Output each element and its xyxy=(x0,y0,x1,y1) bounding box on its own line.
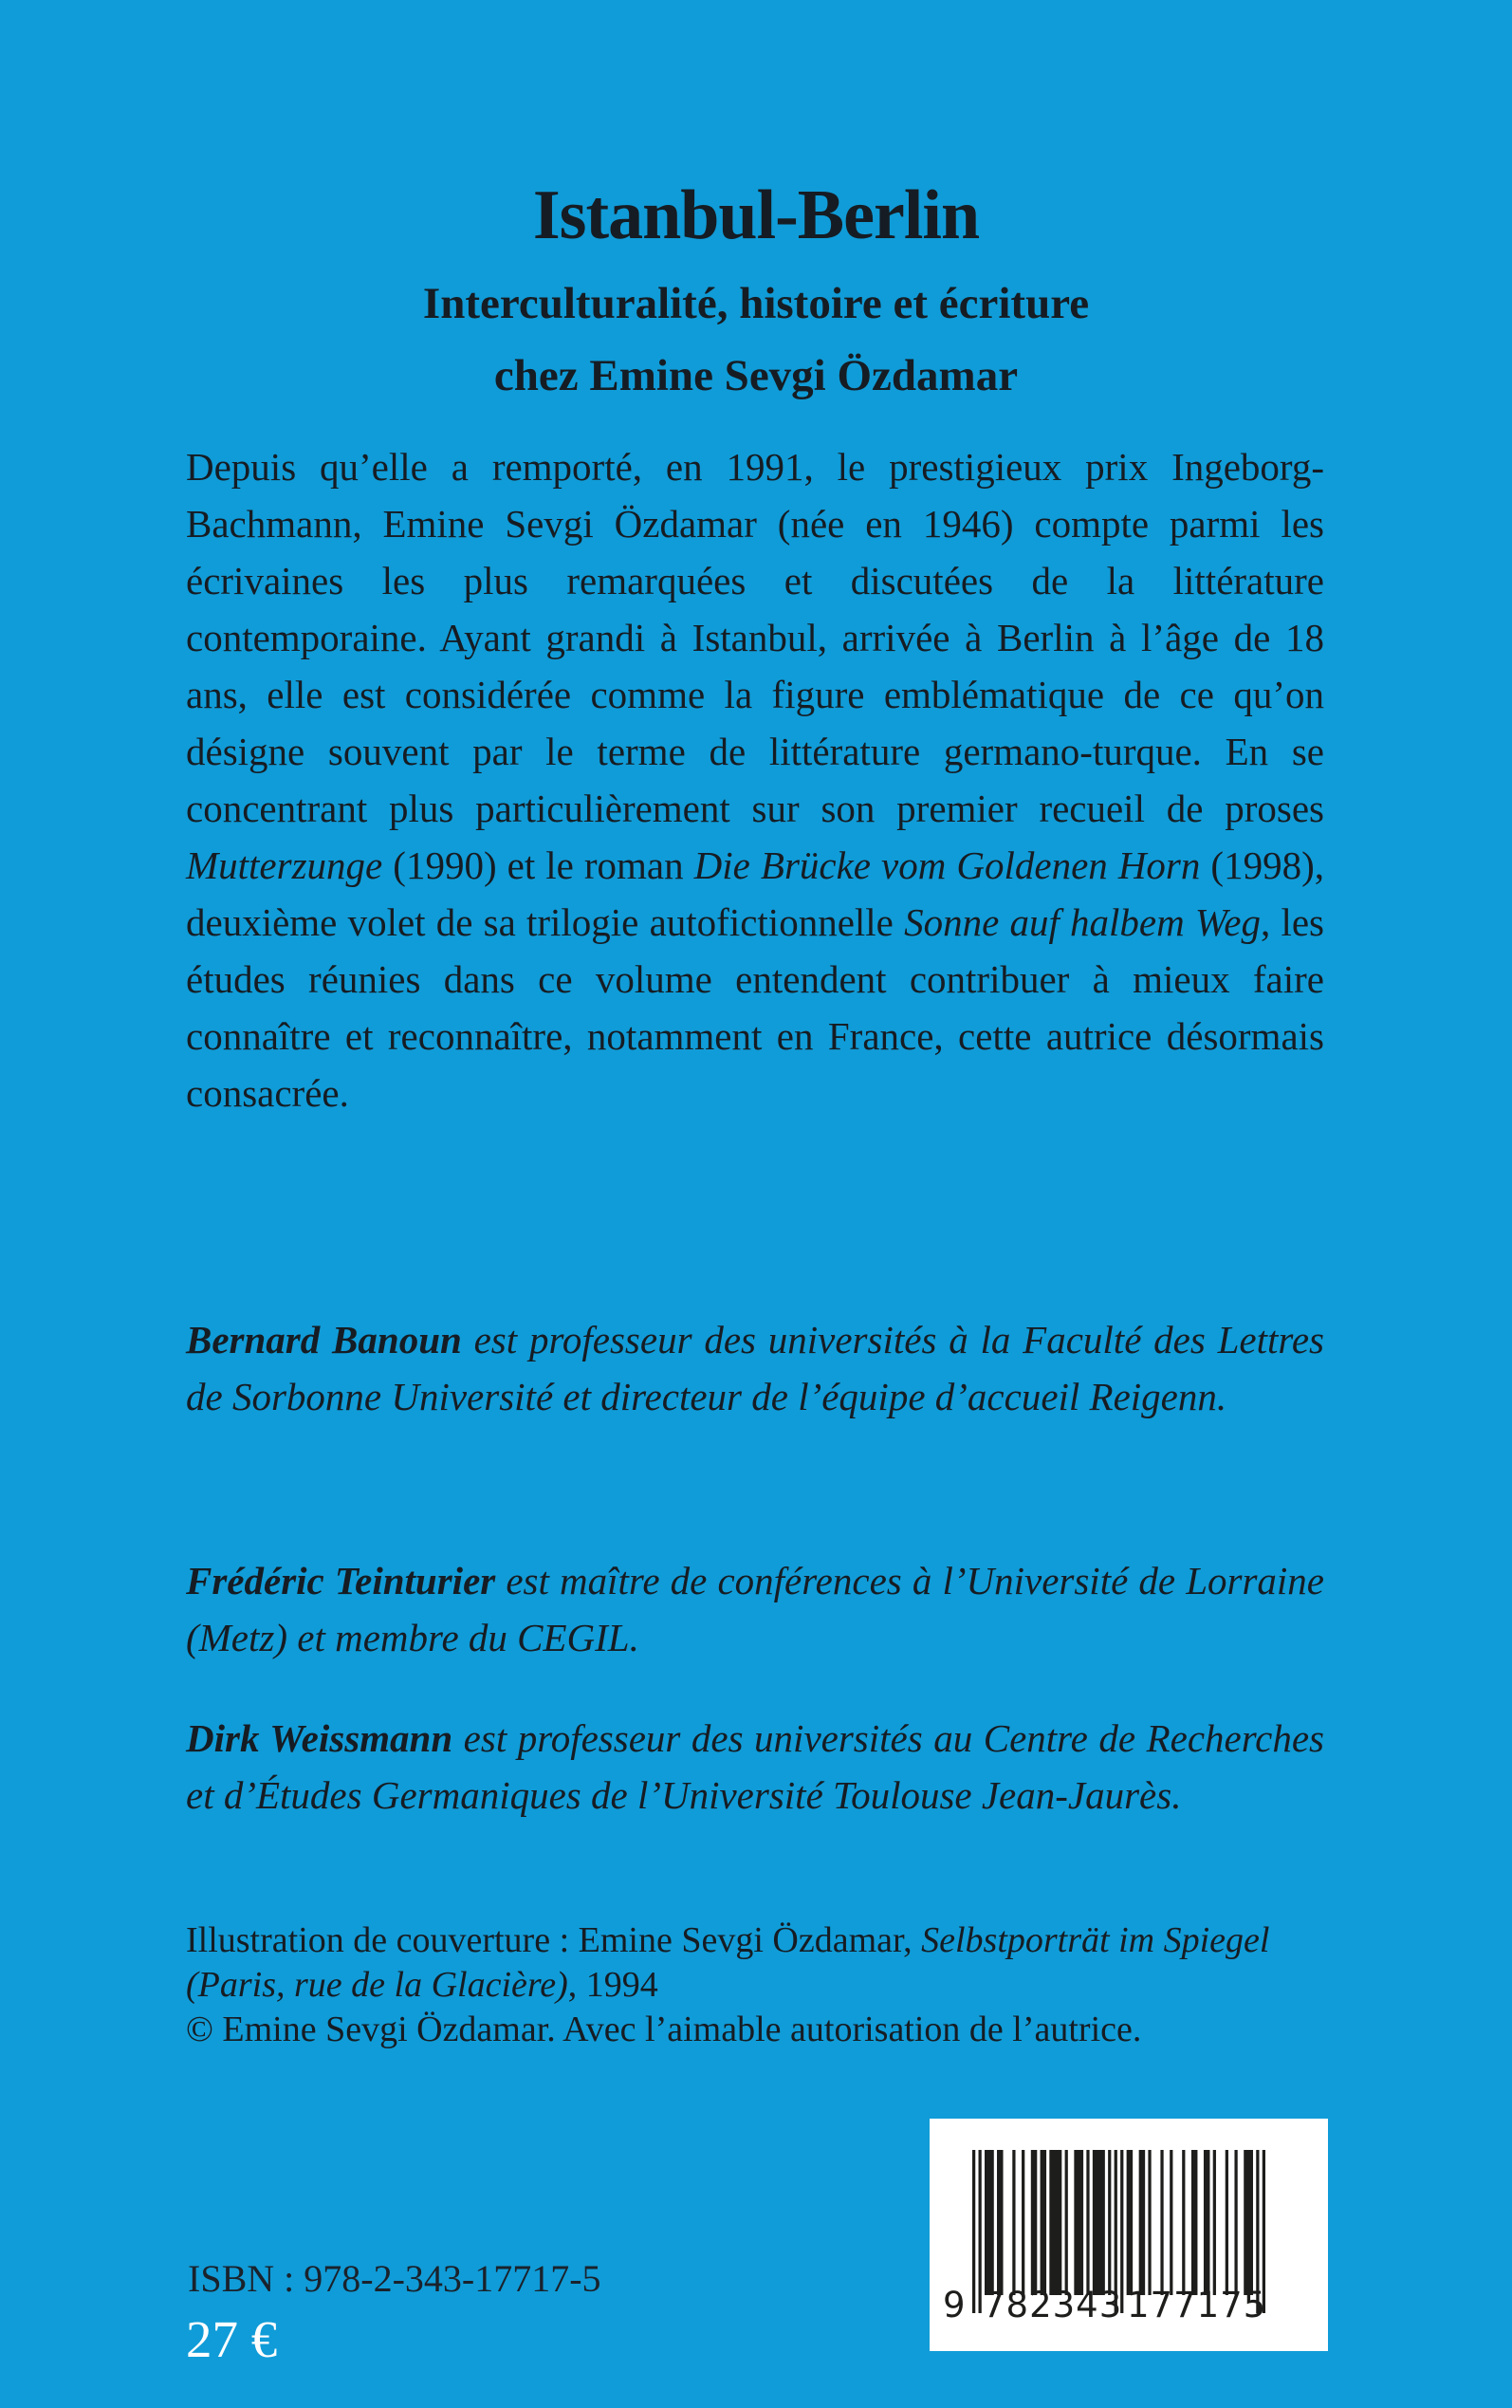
bio-text: est maître de conférences à l’Université de Lorraine (Metz) et membre du CEGIL. xyxy=(186,1559,1325,1659)
book-title-mutterzunge: Mutterzunge xyxy=(186,843,383,887)
author-name: Dirk Weissmann xyxy=(186,1716,453,1760)
author-bio-teinturier xyxy=(186,1552,1324,1666)
blurb-text: Depuis qu’elle a remporté, en 1991, le prestigieux prix Ingeborg-Bachmann, Emine Sevgi Özdamar (née en 1946) compte parmi les écrivaines les plus remarquées et discutées de la littérature contemporaine. Ayant grandi à Istanbul, arrivée à Berlin à l’âge de 18 ans, elle est considérée comme la figure emblématique de ce qu’on désigne souvent par le terme de littérature germano-turque. En se concentrant plus particulièrement sur son premier recueil de proses xyxy=(186,445,1324,830)
book-title: Istanbul-Berlin xyxy=(532,176,980,254)
book-title-sonne: Sonne auf halbem Weg xyxy=(904,900,1262,944)
subtitle-line-2: chez Emine Sevgi Özdamar xyxy=(493,351,1019,400)
book-subtitle xyxy=(0,268,1512,412)
author-bio-weissmann xyxy=(186,1710,1324,1824)
subtitle-line-1: Interculturalité, histoire et écriture xyxy=(422,279,1090,328)
artwork-subtitle: (Paris, rue de la Glacière) xyxy=(186,1965,568,2005)
bio-text: est professeur des universités au Centre de Recherches et d’Études Germaniques de l’Université Toulouse Jean-Jaurès. xyxy=(186,1716,1324,1817)
artwork-year: , 1994 xyxy=(567,1965,658,2005)
isbn-label: ISBN : 978-2-343-17717-5 xyxy=(188,2257,601,2300)
blurb-text: , les études réunies dans ce volume entendent contribuer à mieux faire connaître et reconnaître, notamment en France, cette autrice désormais consacrée. xyxy=(186,900,1325,1115)
blurb-paragraph xyxy=(186,438,1324,1121)
book-title-die-bruecke: Die Brücke vom Goldenen Horn xyxy=(693,843,1201,887)
author-name: Bernard Banoun xyxy=(186,1318,462,1361)
author-name: Frédéric Teinturier xyxy=(186,1559,496,1602)
price-label: 27 € xyxy=(186,2310,278,2368)
cover-credit-block xyxy=(186,1918,1343,2052)
barcode-digit-group-2: 177175 xyxy=(1127,2285,1267,2325)
barcode-panel xyxy=(930,2119,1328,2351)
barcode-digit-lead: 9 xyxy=(943,2285,966,2325)
credit-lead: Illustration de couverture : Emine Sevgi Özdamar, xyxy=(186,1920,922,1960)
barcode-digits xyxy=(930,2285,1328,2335)
barcode-digit-group-1: 782343 xyxy=(983,2285,1123,2325)
bio-text: est professeur des universités à la Faculté des Lettres de Sorbonne Université et directeur de l’équipe d’accueil Reigenn. xyxy=(186,1318,1324,1418)
artwork-title: Selbstporträt im Spiegel xyxy=(921,1920,1270,1960)
blurb-text: (1990) et le roman xyxy=(382,843,694,887)
blurb-text: (1998), deuxième volet de sa trilogie autofictionnelle xyxy=(186,843,1324,944)
copyright-line: © Emine Sevgi Özdamar. Avec l’aimable autorisation de l’autrice. xyxy=(186,2010,1142,2049)
author-bio-banoun xyxy=(186,1311,1324,1425)
